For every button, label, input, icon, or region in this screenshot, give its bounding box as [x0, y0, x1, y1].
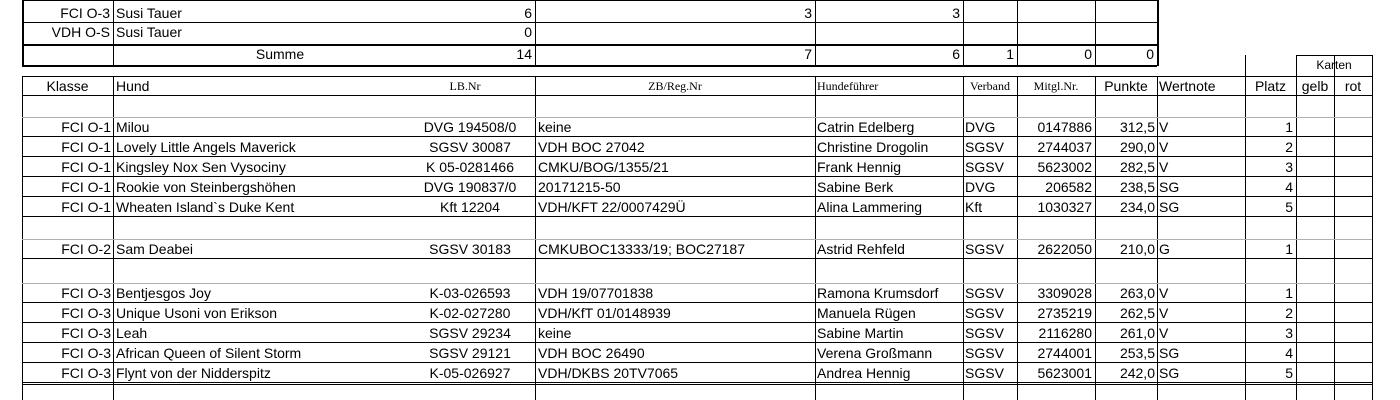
result-cell-note: V: [1159, 139, 1169, 155]
summary-cell-klasse: VDH O-S: [51, 24, 110, 40]
table-row-line: [22, 342, 1372, 343]
result-cell-hund: Rookie von Steinbergshöhen: [116, 179, 296, 195]
result-cell-platz: 1: [1285, 241, 1293, 257]
result-cell-lbnr: K 05-0281466: [426, 159, 514, 175]
result-cell-note: SG: [1159, 345, 1180, 361]
result-cell-note: V: [1159, 325, 1169, 341]
summary-col-line: [535, 0, 536, 66]
table-row-line: [22, 176, 1372, 177]
result-cell-fuehrer: Sabine Martin: [817, 325, 904, 341]
result-cell-verband: SGSV: [965, 345, 1004, 361]
col-header-zbreg: ZB/Reg.Nr: [648, 79, 702, 93]
summary-line: [22, 0, 1157, 1]
result-cell-hund: Flynt von der Nidderspitz: [116, 365, 271, 381]
result-cell-punkte: 210,0: [1119, 241, 1155, 257]
summary-cell-v2: 3: [804, 5, 812, 21]
result-cell-zb: keine: [538, 325, 572, 341]
result-cell-hund: Bentjesgos Joy: [116, 285, 211, 301]
summary-total-label: Summe: [255, 46, 305, 62]
result-cell-verband: Kft: [965, 199, 983, 215]
result-cell-zb: VDH BOC 27042: [538, 139, 645, 155]
result-cell-klasse: FCI O-3: [61, 345, 111, 361]
result-cell-mitgl: 5623002: [1037, 159, 1092, 175]
result-cell-verband: SGSV: [965, 241, 1004, 257]
summary-cell-v1: 6: [524, 5, 532, 21]
table-row-line: [22, 196, 1372, 197]
result-cell-punkte: 238,5: [1119, 179, 1155, 195]
result-cell-platz: 2: [1285, 139, 1293, 155]
result-cell-punkte: 261,0: [1119, 325, 1155, 341]
group-line: [22, 283, 1372, 284]
result-cell-klasse: FCI O-1: [61, 199, 111, 215]
summary-line: [22, 65, 1157, 67]
summary-col-line: [113, 0, 114, 66]
result-cell-hund: Kingsley Nox Sen Vysociny: [116, 159, 286, 175]
result-cell-hund: Unique Usoni von Erikson: [116, 305, 278, 321]
summary-total-v2: 7: [804, 46, 812, 62]
col-header-punkte: Punkte: [1104, 78, 1148, 94]
result-cell-punkte: 312,5: [1119, 119, 1155, 135]
result-cell-verband: SGSV: [965, 305, 1004, 321]
summary-col-line: [1095, 0, 1096, 66]
result-cell-fuehrer: Sabine Berk: [817, 179, 894, 195]
col-header-gelb: gelb: [1301, 78, 1329, 94]
result-cell-fuehrer: Ramona Krumsdorf: [817, 285, 939, 301]
result-cell-klasse: FCI O-1: [61, 139, 111, 155]
result-cell-lbnr: SGSV 29121: [429, 345, 511, 361]
result-cell-mitgl: 0147886: [1037, 119, 1092, 135]
summary-cell-hund: Susi Tauer: [116, 5, 182, 21]
table-col-line: [963, 76, 964, 400]
result-cell-hund: Wheaten Island`s Duke Kent: [116, 199, 295, 215]
result-cell-mitgl: 2744037: [1037, 139, 1092, 155]
col-header-verband: Verband: [970, 79, 1010, 93]
summary-col-line: [815, 0, 816, 66]
summary-total-v6: 0: [1146, 46, 1154, 62]
summary-col-line: [1017, 0, 1018, 66]
result-cell-verband: DVG: [965, 119, 996, 135]
result-cell-zb: VDH BOC 26490: [538, 345, 645, 361]
table-col-line: [1296, 76, 1297, 400]
summary-total-v3: 6: [952, 46, 960, 62]
table-row-line: [22, 302, 1372, 303]
table-col-line: [113, 76, 114, 400]
result-cell-klasse: FCI O-3: [61, 285, 111, 301]
result-cell-fuehrer: Andrea Hennig: [817, 365, 911, 381]
result-cell-punkte: 253,5: [1119, 345, 1155, 361]
result-cell-note: V: [1159, 159, 1169, 175]
result-cell-lbnr: DVG 194508/0: [423, 119, 517, 135]
result-cell-note: V: [1159, 285, 1169, 301]
summary-col-line: [963, 0, 964, 66]
col-header-mitglnr: Mitgl.Nr.: [1033, 79, 1079, 93]
col-header-wertnote: Wertnote: [1159, 78, 1216, 94]
result-cell-note: V: [1159, 305, 1169, 321]
result-cell-mitgl: 206582: [1045, 179, 1092, 195]
result-cell-hund: African Queen of Silent Storm: [116, 345, 302, 361]
summary-cell-klasse: FCI O-3: [60, 5, 110, 21]
group-line: [22, 117, 1372, 118]
summary-col-line: [1157, 0, 1159, 66]
result-cell-punkte: 290,0: [1119, 139, 1155, 155]
result-cell-platz: 3: [1285, 325, 1293, 341]
result-cell-fuehrer: Christine Drogolin: [817, 139, 929, 155]
summary-total-v5: 0: [1084, 46, 1092, 62]
table-row-line: [22, 322, 1372, 323]
group-line: [22, 239, 1372, 240]
result-cell-zb: VDH/DKBS 20TV7065: [538, 365, 679, 381]
summary-cell-v1: 0: [524, 24, 532, 40]
result-cell-klasse: FCI O-1: [61, 159, 111, 175]
result-cell-hund: Lovely Little Angels Maverick: [116, 139, 296, 155]
col-header-klasse: Klasse: [46, 78, 89, 94]
result-cell-hund: Milou: [116, 119, 150, 135]
result-cell-lbnr: DVG 190837/0: [423, 179, 517, 195]
result-cell-lbnr: K-02-027280: [429, 305, 511, 321]
result-cell-punkte: 282,5: [1119, 159, 1155, 175]
result-cell-mitgl: 2744001: [1037, 345, 1092, 361]
result-cell-lbnr: K-03-026593: [429, 285, 511, 301]
table-row-line: [22, 382, 1372, 383]
result-cell-zb: 20171215-50: [538, 179, 621, 195]
table-row-line: [22, 136, 1372, 137]
result-cell-punkte: 263,0: [1119, 285, 1155, 301]
result-cell-klasse: FCI O-1: [61, 119, 111, 135]
result-cell-note: G: [1159, 241, 1170, 257]
result-cell-zb: CMKUBOC13333/19; BOC27187: [538, 241, 745, 257]
result-cell-fuehrer: Catrin Edelberg: [817, 119, 915, 135]
result-cell-verband: SGSV: [965, 139, 1004, 155]
result-cell-lbnr: SGSV 30087: [429, 139, 511, 155]
result-cell-platz: 1: [1285, 285, 1293, 301]
result-cell-klasse: FCI O-1: [61, 179, 111, 195]
result-cell-platz: 2: [1285, 305, 1293, 321]
result-cell-verband: SGSV: [965, 285, 1004, 301]
result-cell-verband: DVG: [965, 179, 996, 195]
col-header-platz: Platz: [1254, 78, 1287, 94]
table-row-line: [22, 156, 1372, 157]
result-cell-platz: 1: [1285, 119, 1293, 135]
result-cell-platz: 5: [1285, 199, 1293, 215]
result-cell-zb: VDH 19/07701838: [538, 285, 654, 301]
col-header-rot: rot: [1344, 78, 1362, 94]
table-col-line: [22, 76, 23, 400]
result-cell-verband: SGSV: [965, 159, 1004, 175]
result-cell-fuehrer: Verena Großmann: [817, 345, 933, 361]
col-header-hund: Hund: [116, 78, 150, 94]
result-cell-mitgl: 2622050: [1037, 241, 1092, 257]
result-cell-punkte: 242,0: [1119, 365, 1155, 381]
table-row-line: [22, 216, 1372, 217]
result-cell-verband: SGSV: [965, 365, 1004, 381]
result-cell-verband: SGSV: [965, 325, 1004, 341]
result-cell-mitgl: 2735219: [1037, 305, 1092, 321]
table-col-line: [1334, 55, 1335, 400]
result-cell-klasse: FCI O-3: [61, 365, 111, 381]
result-cell-lbnr: Kft 12204: [440, 199, 500, 215]
table-col-line: [1372, 55, 1373, 400]
table-col-line: [1157, 76, 1158, 400]
summary-total-v4: 1: [1006, 46, 1014, 62]
result-cell-note: V: [1159, 119, 1169, 135]
result-cell-hund: Sam Deabei: [116, 241, 194, 257]
summary-cell-v3: 3: [952, 5, 960, 21]
result-cell-klasse: FCI O-3: [61, 305, 111, 321]
result-cell-note: SG: [1159, 179, 1180, 195]
summary-total-v1: 14: [516, 46, 532, 62]
result-cell-mitgl: 2116280: [1038, 325, 1092, 341]
karten-header: Karten: [1316, 58, 1352, 72]
table-col-line: [815, 76, 816, 400]
result-cell-punkte: 262,5: [1119, 305, 1155, 321]
result-cell-note: SG: [1159, 365, 1180, 381]
col-header-hundefuehrer: Hundeführer: [817, 79, 879, 93]
result-cell-fuehrer: Astrid Rehfeld: [817, 241, 905, 257]
table-row-line: [22, 362, 1372, 363]
result-cell-fuehrer: Manuela Rügen: [817, 305, 916, 321]
result-cell-lbnr: SGSV 29234: [429, 325, 511, 341]
result-cell-zb: VDH/KfT 01/0148939: [538, 305, 671, 321]
table-row-line: [22, 258, 1372, 259]
result-cell-mitgl: 5623001: [1037, 365, 1092, 381]
result-cell-platz: 4: [1285, 179, 1293, 195]
result-cell-zb: VDH/KFT 22/0007429Ü: [538, 199, 686, 215]
result-cell-fuehrer: Frank Hennig: [817, 159, 902, 175]
result-cell-platz: 4: [1285, 345, 1293, 361]
result-cell-lbnr: K-05-026927: [429, 365, 511, 381]
table-header-bottom: [22, 95, 1372, 96]
col-header-lbnr: LB.Nr: [449, 79, 481, 93]
result-cell-fuehrer: Alina Lammering: [817, 199, 923, 215]
result-cell-mitgl: 3309028: [1037, 285, 1092, 301]
summary-cell-hund: Susi Tauer: [116, 24, 182, 40]
result-cell-hund: Leah: [116, 325, 148, 341]
result-cell-note: SG: [1159, 199, 1180, 215]
result-cell-zb: CMKU/BOG/1355/21: [538, 159, 669, 175]
result-cell-lbnr: SGSV 30183: [429, 241, 511, 257]
table-bottom-line: [22, 384, 1372, 385]
result-cell-punkte: 234,0: [1119, 199, 1155, 215]
result-cell-klasse: FCI O-2: [61, 241, 111, 257]
result-cell-zb: keine: [538, 119, 572, 135]
result-cell-platz: 5: [1285, 365, 1293, 381]
result-cell-mitgl: 1030327: [1037, 199, 1092, 215]
result-cell-klasse: FCI O-3: [61, 325, 111, 341]
result-cell-platz: 3: [1285, 159, 1293, 175]
